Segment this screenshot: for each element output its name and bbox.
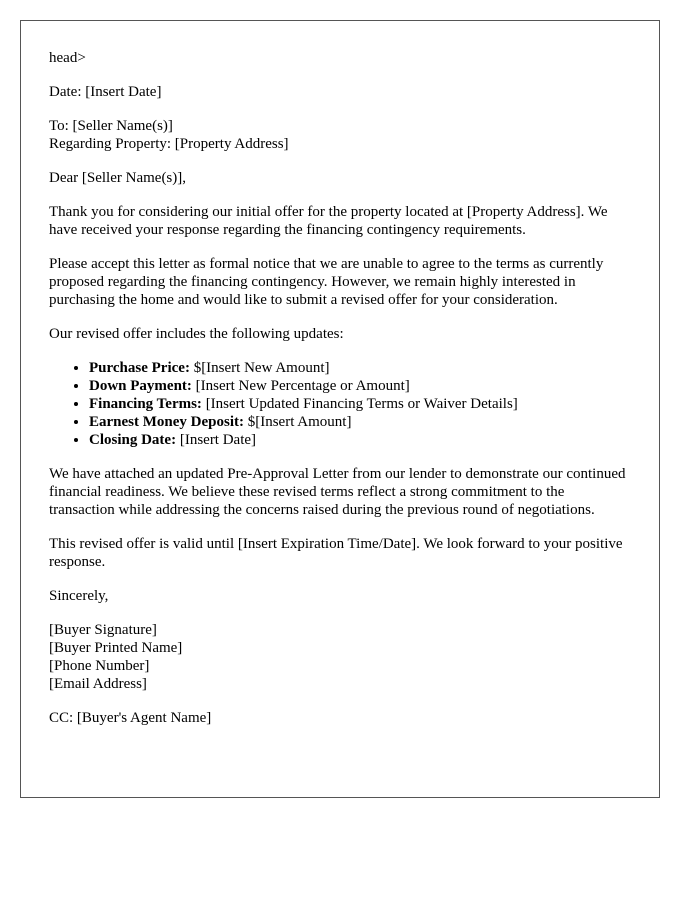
update-label: Closing Date: (89, 432, 177, 448)
notice-paragraph: Please accept this letter as formal notice that we are unable to agree to the terms as currently proposed regarding the financing contingency. However, we remain highly interested in purchasing the home and would like to submit a revised offer for your consideration. (49, 256, 604, 308)
recipient-block (49, 117, 631, 153)
update-value: $[Insert New Amount] (189, 360, 330, 376)
validity-paragraph: This revised offer is valid until [Insert Expiration Time/Date]. We look forward to your positive response. (49, 536, 623, 570)
updates-list (49, 359, 631, 449)
update-label: Down Payment: (89, 378, 192, 394)
update-value: [Insert Updated Financing Terms or Waiver Details] (201, 396, 518, 412)
update-value: [Insert New Percentage or Amount] (191, 378, 410, 394)
buyer-printed-name: [Buyer Printed Name] (49, 640, 183, 656)
update-label: Earnest Money Deposit: (89, 414, 244, 430)
intro-paragraph: Thank you for considering our initial offer for the property located at [Property Address]. We have received your response regarding the financing contingency requirements. (49, 204, 608, 238)
salutation: Dear [Seller Name(s)], (49, 170, 187, 186)
update-label: Purchase Price: (89, 360, 190, 376)
list-item (89, 395, 631, 413)
email-address: [Email Address] (49, 676, 147, 692)
regarding-line: Regarding Property: [Property Address] (49, 136, 289, 152)
phone-number: [Phone Number] (49, 658, 150, 674)
date-line: Date: [Insert Date] (49, 84, 162, 100)
list-item (89, 377, 631, 395)
cc-line: CC: [Buyer's Agent Name] (49, 710, 212, 726)
stray-head-text: head> (49, 50, 86, 66)
update-value: $[Insert Amount] (243, 414, 352, 430)
preapproval-paragraph: We have attached an updated Pre-Approval Letter from our lender to demonstrate our continued financial readiness. We believe these revised terms reflect a strong commitment to the transaction while addressing the concerns raised during the previous round of negotiations. (49, 466, 626, 518)
update-label: Financing Terms: (89, 396, 202, 412)
to-line: To: [Seller Name(s)] (49, 118, 173, 134)
updates-intro: Our revised offer includes the following updates: (49, 326, 344, 342)
list-item (89, 359, 631, 377)
signature-block (49, 621, 631, 693)
update-value: [Insert Date] (176, 432, 257, 448)
buyer-signature: [Buyer Signature] (49, 622, 157, 638)
list-item (89, 431, 631, 449)
closing: Sincerely, (49, 588, 109, 604)
letter-page (20, 20, 660, 798)
list-item (89, 413, 631, 431)
